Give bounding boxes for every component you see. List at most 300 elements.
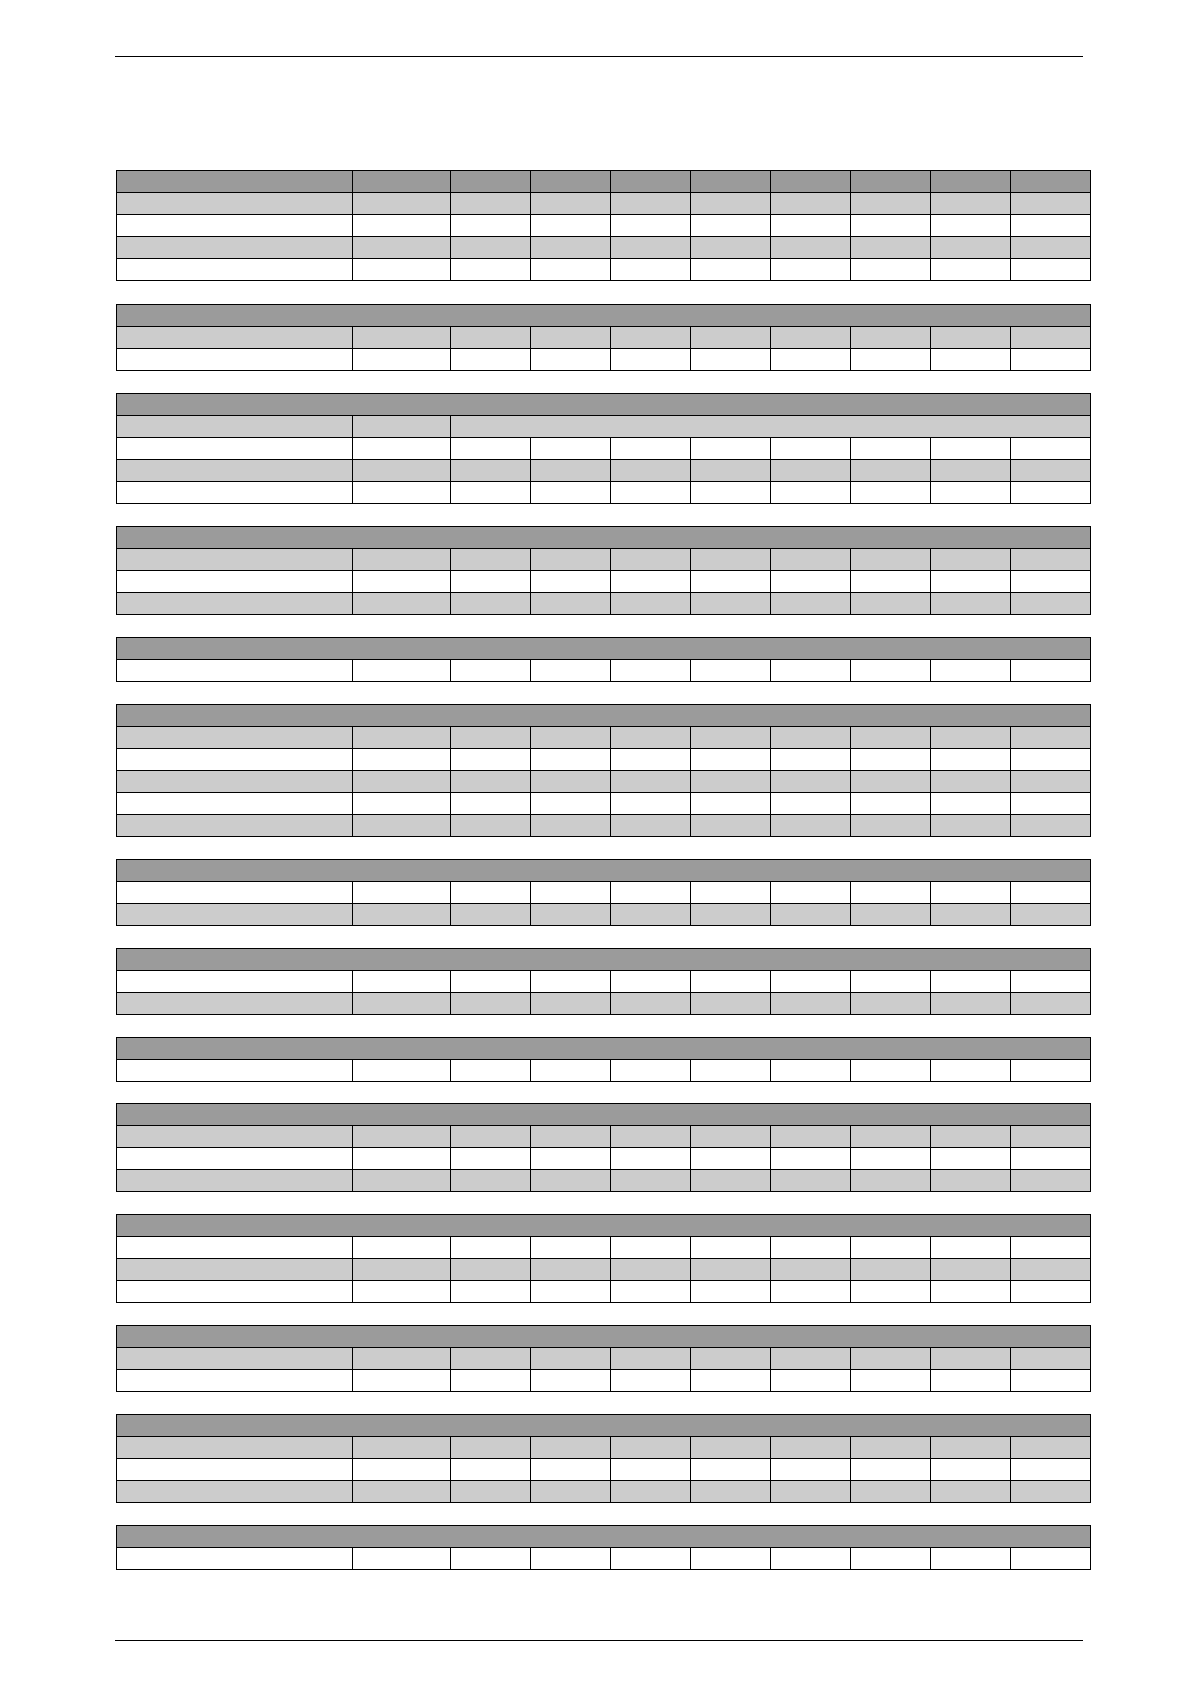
table-cell (851, 904, 931, 926)
table-cell (117, 416, 353, 438)
table-cell (611, 727, 691, 749)
table-cell (931, 971, 1011, 993)
table-cell (531, 349, 611, 371)
table-cell (691, 1170, 771, 1192)
table-cell (117, 1459, 353, 1481)
table-header-row (117, 527, 1091, 549)
table-cell (771, 571, 851, 593)
table-cell (451, 349, 531, 371)
table-cell (117, 949, 1091, 971)
table-cell (451, 549, 531, 571)
table-cell (771, 1060, 851, 1082)
table-cell (451, 1170, 531, 1192)
table-cell (931, 771, 1011, 793)
table-cell (611, 1148, 691, 1170)
table-cell (691, 1126, 771, 1148)
table-cell (531, 193, 611, 215)
table-cell (451, 460, 531, 482)
table-cell (117, 1038, 1091, 1060)
table-cell (451, 237, 531, 259)
table-cell (611, 215, 691, 237)
table-cell (353, 904, 451, 926)
table-cell (771, 215, 851, 237)
table-cell (771, 1348, 851, 1370)
table-row (117, 904, 1091, 926)
table-cell (1011, 1370, 1091, 1392)
table-cell (611, 237, 691, 259)
table-header-row (117, 860, 1091, 882)
table-cell (531, 993, 611, 1015)
table-cell (691, 749, 771, 771)
table-cell (931, 1348, 1011, 1370)
table-cell (611, 1459, 691, 1481)
table-cell (691, 193, 771, 215)
table-row (117, 349, 1091, 371)
table-cell (451, 259, 531, 281)
table-cell (611, 438, 691, 460)
table-cell (1011, 237, 1091, 259)
table-cell (1011, 593, 1091, 615)
table-header-row (117, 394, 1091, 416)
table-cell (691, 993, 771, 1015)
table-cell (1011, 571, 1091, 593)
table-cell (691, 593, 771, 615)
table-cell (851, 349, 931, 371)
table-cell (771, 1148, 851, 1170)
table-cell (117, 237, 353, 259)
table-cell (851, 1126, 931, 1148)
table-cell (531, 215, 611, 237)
table-cell (611, 549, 691, 571)
table-cell (771, 549, 851, 571)
table-cell (1011, 549, 1091, 571)
table-cell (931, 460, 1011, 482)
table-cell (691, 1281, 771, 1303)
table-cell (451, 749, 531, 771)
table-cell (117, 1526, 1091, 1548)
table-cell (451, 1126, 531, 1148)
table-cell (353, 571, 451, 593)
table-cell (611, 815, 691, 837)
table-cell (117, 638, 1091, 660)
table-cell (851, 549, 931, 571)
table-cell (353, 815, 451, 837)
table-cell (851, 215, 931, 237)
table-row (117, 815, 1091, 837)
table-cell (451, 771, 531, 793)
table-cell (1011, 1481, 1091, 1503)
table-cell (353, 993, 451, 1015)
table-cell (691, 1548, 771, 1570)
table-cell (931, 1481, 1011, 1503)
table-cell (931, 1259, 1011, 1281)
table-cell (931, 793, 1011, 815)
table-cell (771, 1370, 851, 1392)
table-cell (531, 793, 611, 815)
table-cell (931, 349, 1011, 371)
table-cell (531, 1348, 611, 1370)
table-row (117, 593, 1091, 615)
table-cell (531, 438, 611, 460)
table-cell (691, 793, 771, 815)
table-cell (931, 1370, 1011, 1392)
table-cell (117, 771, 353, 793)
table-cell (691, 549, 771, 571)
table-cell (117, 215, 353, 237)
table-cell (353, 215, 451, 237)
data-table (116, 393, 1091, 504)
table-cell (531, 1459, 611, 1481)
table-cell (1011, 660, 1091, 682)
table-cell (931, 882, 1011, 904)
table-cell (771, 749, 851, 771)
table-cell (451, 1281, 531, 1303)
table-cell (691, 438, 771, 460)
table-cell (691, 771, 771, 793)
table-cell (611, 327, 691, 349)
table-row (117, 193, 1091, 215)
table-row (117, 882, 1091, 904)
table-cell (771, 349, 851, 371)
table-cell (851, 460, 931, 482)
table-cell (531, 1126, 611, 1148)
table-cell (611, 1370, 691, 1392)
table-cell (691, 1148, 771, 1170)
table-cell (451, 1237, 531, 1259)
table-cell (531, 1548, 611, 1570)
table-cell (531, 549, 611, 571)
table-cell (771, 1170, 851, 1192)
table-cell (851, 171, 931, 193)
table-cell (771, 1281, 851, 1303)
data-table (116, 1525, 1091, 1570)
table-cell (611, 349, 691, 371)
table-cell (851, 971, 931, 993)
table-cell (771, 327, 851, 349)
table-cell (531, 771, 611, 793)
table-cell (353, 1370, 451, 1392)
table-cell (353, 416, 451, 438)
table-cell (931, 1459, 1011, 1481)
table-cell (353, 660, 451, 682)
table-cell (691, 1259, 771, 1281)
table-row (117, 771, 1091, 793)
table-row (117, 1548, 1091, 1570)
table-cell (531, 237, 611, 259)
table-cell (691, 215, 771, 237)
table-cell (353, 1170, 451, 1192)
table-cell (771, 1437, 851, 1459)
table-cell (851, 1281, 931, 1303)
table-cell (771, 1459, 851, 1481)
table-cell (851, 237, 931, 259)
table-cell (691, 482, 771, 504)
data-table (116, 1325, 1091, 1392)
table-cell (353, 1126, 451, 1148)
table-cell (353, 438, 451, 460)
table-cell (353, 327, 451, 349)
table-cell (451, 1548, 531, 1570)
table-cell (451, 482, 531, 504)
table-header-row (117, 305, 1091, 327)
table-cell (353, 1060, 451, 1082)
table-cell (691, 1459, 771, 1481)
table-cell (451, 215, 531, 237)
table-cell (931, 237, 1011, 259)
table-cell (931, 904, 1011, 926)
data-table (116, 1103, 1091, 1192)
table-cell (771, 482, 851, 504)
table-cell (451, 593, 531, 615)
table-cell (117, 1104, 1091, 1126)
table-cell (851, 193, 931, 215)
table-cell (771, 438, 851, 460)
table-cell (531, 1481, 611, 1503)
table-cell (451, 1370, 531, 1392)
table-row (117, 1170, 1091, 1192)
table-cell (531, 749, 611, 771)
table-cell (117, 1415, 1091, 1437)
data-table (116, 170, 1091, 281)
table-cell (851, 259, 931, 281)
data-table (116, 1414, 1091, 1503)
table-cell (611, 660, 691, 682)
table-cell (771, 815, 851, 837)
table-cell (771, 793, 851, 815)
table-cell (451, 1060, 531, 1082)
table-cell (117, 460, 353, 482)
table-cell (353, 1348, 451, 1370)
table-cell (531, 727, 611, 749)
table-cell (851, 749, 931, 771)
table-row (117, 259, 1091, 281)
table-header-row (117, 1326, 1091, 1348)
table-cell (851, 1237, 931, 1259)
table-cell (117, 571, 353, 593)
data-table (116, 304, 1091, 371)
table-cell (1011, 815, 1091, 837)
table-cell (691, 1060, 771, 1082)
table-cell (117, 1259, 353, 1281)
table-cell (117, 815, 353, 837)
table-cell (931, 549, 1011, 571)
table-cell (851, 1548, 931, 1570)
table-cell (531, 1259, 611, 1281)
table-cell (851, 482, 931, 504)
table-cell (851, 1148, 931, 1170)
table-cell (451, 1348, 531, 1370)
data-table (116, 637, 1091, 682)
table-cell (611, 1060, 691, 1082)
table-cell (1011, 793, 1091, 815)
footer-rule (115, 1640, 1083, 1641)
table-cell (931, 815, 1011, 837)
table-cell (771, 460, 851, 482)
table-cell (931, 1281, 1011, 1303)
table-cell (931, 993, 1011, 1015)
table-cell (531, 171, 611, 193)
table-cell (451, 1481, 531, 1503)
table-cell (771, 904, 851, 926)
table-cell (117, 1548, 353, 1570)
table-cell (451, 416, 1091, 438)
table-header-row (117, 1415, 1091, 1437)
table-cell (1011, 904, 1091, 926)
data-table (116, 948, 1091, 1015)
table-cell (1011, 1148, 1091, 1170)
table-cell (117, 971, 353, 993)
table-cell (353, 1237, 451, 1259)
table-cell (1011, 1437, 1091, 1459)
table-cell (611, 593, 691, 615)
table-cell (117, 259, 353, 281)
table-cell (611, 1481, 691, 1503)
table-row (117, 1459, 1091, 1481)
table-cell (1011, 971, 1091, 993)
table-cell (117, 1148, 353, 1170)
table-cell (1011, 460, 1091, 482)
table-row (117, 1060, 1091, 1082)
table-cell (851, 1348, 931, 1370)
table-cell (117, 1281, 353, 1303)
table-cell (117, 482, 353, 504)
table-cell (1011, 1170, 1091, 1192)
data-table (116, 1214, 1091, 1303)
table-cell (531, 1281, 611, 1303)
table-cell (611, 749, 691, 771)
table-cell (931, 727, 1011, 749)
table-cell (691, 237, 771, 259)
table-row (117, 438, 1091, 460)
table-row (117, 237, 1091, 259)
table-cell (531, 815, 611, 837)
table-cell (1011, 1126, 1091, 1148)
table-cell (611, 571, 691, 593)
table-row (117, 1259, 1091, 1281)
table-row (117, 1348, 1091, 1370)
table-cell (771, 237, 851, 259)
table-cell (451, 171, 531, 193)
table-cell (771, 259, 851, 281)
table-cell (691, 1481, 771, 1503)
table-row (117, 1437, 1091, 1459)
table-cell (771, 593, 851, 615)
table-cell (931, 1170, 1011, 1192)
table-row (117, 215, 1091, 237)
table-cell (1011, 171, 1091, 193)
table-cell (117, 438, 353, 460)
table-cell (117, 1060, 353, 1082)
table-cell (353, 259, 451, 281)
table-cell (353, 771, 451, 793)
table-cell (611, 882, 691, 904)
table-row (117, 1481, 1091, 1503)
table-cell (1011, 727, 1091, 749)
table-cell (1011, 1237, 1091, 1259)
table-cell (771, 727, 851, 749)
table-cell (451, 1437, 531, 1459)
table-cell (353, 971, 451, 993)
table-cell (691, 460, 771, 482)
table-cell (1011, 1548, 1091, 1570)
table-cell (611, 1170, 691, 1192)
table-cell (691, 904, 771, 926)
table-cell (611, 971, 691, 993)
table-cell (117, 904, 353, 926)
table-cell (117, 705, 1091, 727)
table-row (117, 1370, 1091, 1392)
table-cell (1011, 193, 1091, 215)
table-cell (117, 1237, 353, 1259)
table-row (117, 1281, 1091, 1303)
table-cell (531, 1060, 611, 1082)
table-cell (117, 1126, 353, 1148)
table-cell (353, 171, 451, 193)
table-cell (931, 1148, 1011, 1170)
table-cell (353, 1148, 451, 1170)
table-cell (117, 394, 1091, 416)
table-header-row (117, 705, 1091, 727)
table-cell (851, 327, 931, 349)
table-cell (531, 1148, 611, 1170)
table-cell (771, 1548, 851, 1570)
table-row (117, 993, 1091, 1015)
table-cell (691, 1348, 771, 1370)
table-cell (1011, 993, 1091, 1015)
table-header-row (117, 171, 1091, 193)
table-cell (931, 660, 1011, 682)
table-cell (691, 349, 771, 371)
table-cell (771, 660, 851, 682)
table-cell (531, 482, 611, 504)
table-cell (931, 749, 1011, 771)
table-cell (691, 882, 771, 904)
table-cell (451, 904, 531, 926)
table-cell (931, 593, 1011, 615)
table-cell (117, 993, 353, 1015)
table-cell (531, 1370, 611, 1392)
table-cell (353, 349, 451, 371)
table-cell (117, 749, 353, 771)
table-cell (117, 1437, 353, 1459)
table-cell (1011, 1348, 1091, 1370)
table-cell (851, 727, 931, 749)
table-cell (353, 882, 451, 904)
table-row (117, 549, 1091, 571)
table-cell (771, 1259, 851, 1281)
table-cell (1011, 1060, 1091, 1082)
table-cell (851, 660, 931, 682)
table-cell (851, 882, 931, 904)
table-row (117, 660, 1091, 682)
table-cell (851, 571, 931, 593)
table-cell (771, 971, 851, 993)
table-row (117, 793, 1091, 815)
table-cell (531, 882, 611, 904)
table-cell (531, 660, 611, 682)
table-header-row (117, 1038, 1091, 1060)
table-cell (691, 1237, 771, 1259)
table-cell (451, 327, 531, 349)
table-cell (531, 460, 611, 482)
table-row (117, 1126, 1091, 1148)
table-cell (931, 215, 1011, 237)
table-cell (771, 993, 851, 1015)
table-cell (531, 1437, 611, 1459)
table-cell (451, 727, 531, 749)
table-cell (117, 327, 353, 349)
table-cell (451, 1459, 531, 1481)
